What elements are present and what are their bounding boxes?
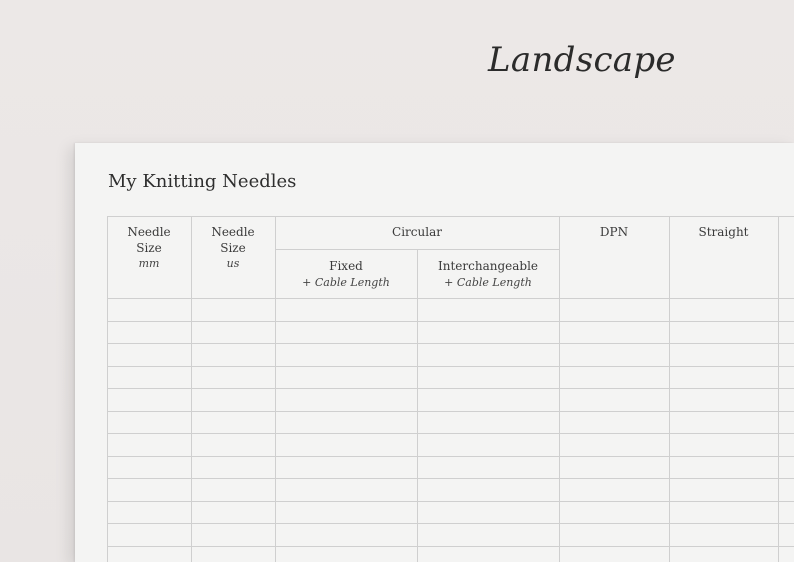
header-interchangeable-label: Interchangeable — [437, 259, 539, 273]
header-dpn: DPN — [599, 225, 629, 239]
header-needle-size-mm-line2: Size — [136, 240, 162, 255]
header-needle-size-us-unit: us — [226, 257, 240, 270]
header-needle-size-us-line1: Needle — [211, 225, 255, 239]
header-needle-size-us — [191, 225, 275, 272]
header-circular-interchangeable — [417, 259, 559, 290]
header-interchangeable-sub: + Cable Length — [444, 275, 532, 289]
header-needle-size-mm-unit: mm — [138, 257, 160, 270]
header-straight: Straight — [698, 225, 749, 239]
header-circular: Circular — [392, 225, 442, 239]
header-fixed-sub: + Cable Length — [302, 275, 390, 289]
paper-sheet — [75, 143, 794, 562]
header-needle-size-us-line2: Size — [220, 240, 246, 255]
header-circular-fixed — [275, 259, 417, 290]
landscape-heading: Landscape — [488, 40, 676, 80]
needles-table — [107, 216, 794, 562]
document-title: My Knitting Needles — [108, 171, 297, 192]
header-needle-size-mm — [107, 225, 191, 272]
header-fixed-label: Fixed — [329, 259, 363, 273]
header-needle-size-mm-line1: Needle — [127, 225, 171, 239]
